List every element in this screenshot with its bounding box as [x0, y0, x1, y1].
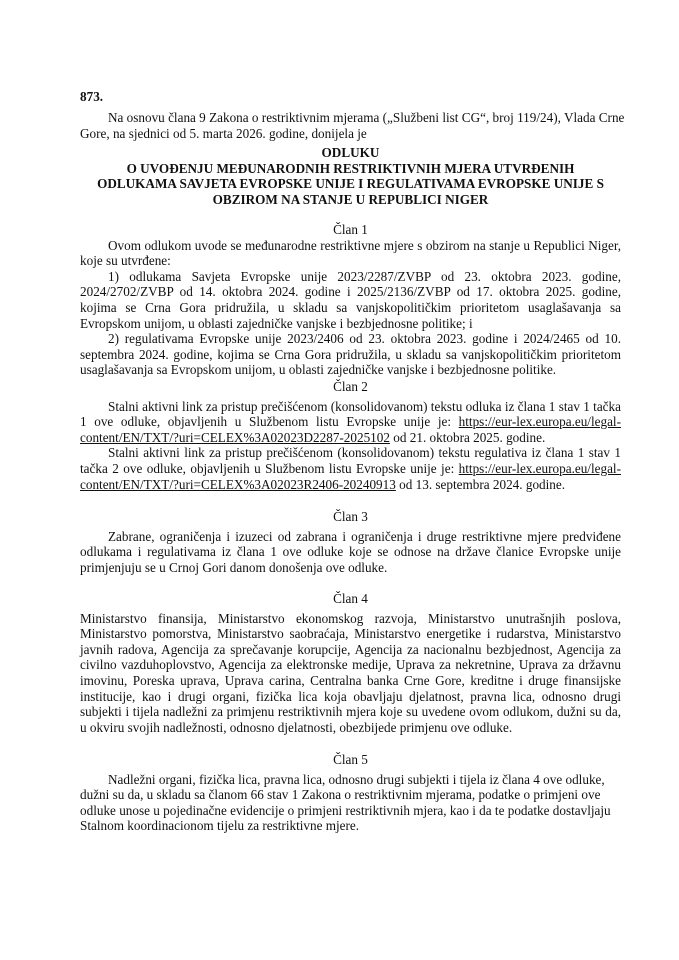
text-line: [80, 818, 621, 834]
text-line: [80, 362, 621, 378]
text-line: [80, 529, 621, 545]
text-line: [80, 611, 621, 627]
line-text: septembra 2024. godine, kojima se Crna Gora pridružila, u skladu sa vanjskopolitičkim prioritetom: [80, 346, 621, 362]
line-text: usaglašavanja sa Evropskom unijom, u oblasti zajedničke vanjske i bezbjednosne politike.: [80, 362, 557, 378]
decision-number: 873.: [80, 89, 104, 104]
line-text: Stalni aktivni link za pristup prečišćenom (konsolidovanom) tekstu regulativa iz člana 1 stav 1: [108, 445, 621, 461]
article-5: [80, 752, 621, 834]
line-text: Stalni aktivni link za pristup prečišćenom (konsolidovanom) tekstu odluka iz člana 1 stav 1 tačka: [108, 398, 621, 414]
text-line: [80, 772, 621, 788]
line-text: kojima se Crna Gora pridružila, u skladu sa vanjskopolitičkim prioritetom usaglašavanja sa: [80, 299, 621, 315]
line-text: javnih radova, Agencija za sprečavanje korupcije, Agencija za nacionalnu bezbjednost, Agencija za: [80, 641, 621, 657]
line-text: 2024/2702/ZVBP od 14. oktobra 2024. godine i 2025/2136/ZVBP od 17. oktobra 2025. godine,: [80, 284, 621, 300]
line-text: Ovom odlukom uvode se međunarodne restriktivne mjere s obzirom na stanje u Republici Niger,: [108, 237, 621, 253]
line-text: Evropskom unijom, u oblasti zajedničke vanjske i bezbjednosne politike; i: [80, 315, 473, 331]
title-line: ODLUKAMA SAVJETA EVROPSKE UNIJE I REGULATIVAMA EVROPSKE UNIJE S: [97, 176, 604, 192]
text-line: [80, 126, 621, 142]
text-line: [80, 269, 621, 285]
line-text: civilno vazduhoplovstvo, Agencija za elektronske medije, Uprava za nekretnine, Uprava za državnu: [80, 657, 621, 673]
article-heading: Član 2: [333, 379, 368, 394]
article-heading: Član 5: [333, 752, 368, 767]
title-line: ODLUKU: [321, 145, 380, 160]
text-line: [80, 657, 621, 673]
text-line: [80, 253, 621, 269]
line-text: koje su utvrđene:: [80, 253, 171, 269]
article-body: [80, 529, 621, 576]
article-heading: Član 1: [333, 222, 368, 237]
eur-lex-link[interactable]: content/EN/TXT/?uri=CELEX%3A02023D2287-2025102: [80, 429, 390, 445]
text-line: [80, 673, 621, 689]
line-text: tačka 2 ove odluke, objavljenih u Službenom listu Evropske unije je:: [80, 460, 459, 476]
article-3: [80, 509, 621, 575]
text-line: [80, 284, 621, 300]
text-line: [80, 300, 621, 316]
text-line: [80, 347, 621, 363]
text-line: [80, 238, 621, 254]
line-text: Ministarstvo pomorstva, Ministarstvo saobraćaja, Ministarstvo energetike i rudarstva, Ministarstvo: [80, 626, 621, 642]
text-line: [80, 544, 621, 560]
line-text: 1 ove odluke, objavljenih u Službenom listu Evropske unije je:: [80, 414, 459, 430]
article-body: [80, 238, 621, 378]
line-text: Gore, na sjednici od 5. marta 2026. godine, donijela je: [80, 125, 367, 141]
eur-lex-link[interactable]: https://eur-lex.europa.eu/legal-: [458, 414, 621, 430]
line-text: odlukama i regulativama iz člana 1 ove odluke koje se odnose na države članice Evropske unije: [80, 544, 621, 560]
eur-lex-link[interactable]: https://eur-lex.europa.eu/legal-: [458, 460, 621, 476]
title-line: O UVOĐENJU MEĐUNARODNIH RESTRIKTIVNIH MJERA UTVRĐENIH: [126, 160, 575, 176]
text-line: [80, 110, 625, 126]
text-line: [80, 704, 621, 720]
text-line: [80, 560, 621, 576]
line-text: odluke unose u pojedinačne evidencije o primjeni restriktivnih mjera, kao i da te podatke dostavljaju: [80, 802, 611, 818]
line-text: u okviru svojih nadležnosti, odnosno djelatnosti, obezbijede primjenu ove odluke.: [80, 719, 513, 735]
text-line: [80, 331, 621, 347]
text-line: [80, 445, 621, 461]
line-text: od 13. septembra 2024. godine.: [395, 476, 566, 492]
line-text: 2) regulativama Evropske unije 2023/2406 od 23. oktobra 2023. godine i 2024/2465 od 10.: [108, 331, 621, 347]
text-line: [80, 803, 621, 819]
line-text: subjekti i tijela nadležni za primjenu restriktivnih mjera koje su uvedene ovom odlukom, dužni su da,: [80, 704, 621, 720]
preamble: [80, 110, 625, 141]
text-line: [80, 430, 621, 446]
text-line: [80, 414, 621, 430]
article-heading: Član 3: [333, 509, 368, 524]
title-line: OBZIROM NA STANJE U REPUBLICI NIGER: [212, 191, 489, 207]
line-text: primjenjuju se u Crnoj Gori danom donošenja ove odluke.: [80, 559, 388, 575]
text-line: [80, 787, 621, 803]
text-line: [80, 626, 621, 642]
line-text: Ministarstvo finansija, Ministarstvo ekonomskog razvoja, Ministarstvo unutrašnjih poslova,: [80, 610, 621, 626]
article-body: [80, 772, 621, 834]
article-2: [80, 379, 621, 492]
text-line: [80, 477, 621, 493]
line-text: Zabrane, ograničenja i izuzeci od zabrana i ograničenja i druge restriktivne mjere predviđene: [108, 528, 621, 544]
text-line: [80, 316, 621, 332]
article-body: [80, 611, 621, 736]
line-text: imovinu, Poreska uprava, Uprava carina, Centralna banka Crne Gore, kreditne i druge finansijske: [80, 672, 621, 688]
text-line: [80, 399, 621, 415]
line-text: Stalnom koordinacionom tijelu za restriktivne mjere.: [80, 818, 360, 834]
article-heading: Član 4: [333, 591, 368, 606]
line-text: Nadležni organi, fizička lica, pravna lica, odnosno drugi subjekti i tijela iz člana 4 ove odluke,: [108, 771, 605, 787]
article-body: [80, 399, 621, 493]
text-line: [80, 642, 621, 658]
text-line: [80, 461, 621, 477]
text-line: [80, 720, 621, 736]
article-4: [80, 591, 621, 735]
line-text: institucije, kao i drugi organi, fizička lica koja obavljaju djelatnost, pravna lica, odnosno drugi: [80, 688, 621, 704]
line-text: dužni su da, u skladu sa članom 66 stav 1 Zakona o restriktivnim mjerama, podatke o primjeni ove: [80, 787, 601, 803]
line-text: 1) odlukama Savjeta Evropske unije 2023/2287/ZVBP od 23. oktobra 2023. godine,: [108, 268, 621, 284]
text-line: [80, 689, 621, 705]
eur-lex-link[interactable]: content/EN/TXT/?uri=CELEX%3A02023R2406-20240913: [80, 476, 396, 492]
line-text: od 21. oktobra 2025. godine.: [389, 429, 546, 445]
article-1: [80, 222, 621, 378]
line-text: Na osnovu člana 9 Zakona o restriktivnim mjerama („Službeni list CG“, broj 119/24), Vlada Crne: [108, 110, 625, 125]
document-title: [80, 145, 621, 207]
